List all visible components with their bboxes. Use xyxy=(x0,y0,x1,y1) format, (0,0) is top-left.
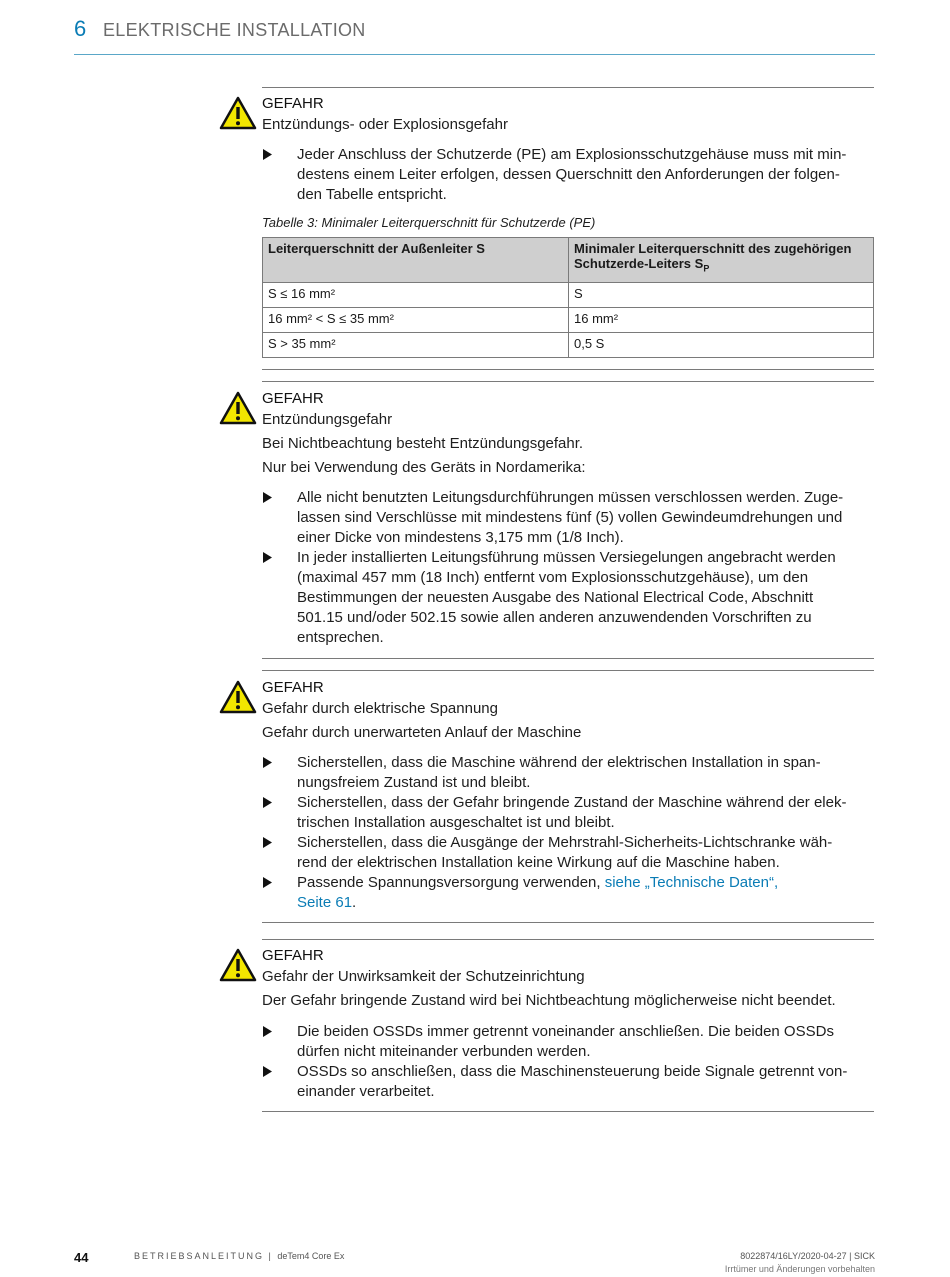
table-cell: 0,5 S xyxy=(569,333,874,358)
list-item: Jeder Anschluss der Schutzerde (PE) am Explosionsschutzgehäuse muss mit min- destens einem Leiter erfolgen, dessen Querschnitt den Anforderungen der folgen- den Tabelle entspricht. xyxy=(297,146,847,203)
table-row xyxy=(263,283,874,308)
warning-box-protection xyxy=(262,939,874,1112)
triangle-bullet-icon xyxy=(263,757,273,768)
warning-text: Nur bei Verwendung des Geräts in Nordamerika: xyxy=(262,459,586,476)
warning-subtitle: Entzündungs- oder Explosionsgefahr xyxy=(262,116,508,133)
list-item: Sicherstellen, dass die Ausgänge der Mehrstrahl-Sicherheits-Lichtschranke wäh- rend der elektrischen Installation keine Wirkung auf die Maschine haben. xyxy=(297,834,833,871)
warning-triangle-icon xyxy=(219,948,257,982)
warning-title: GEFAHR xyxy=(262,679,324,696)
triangle-bullet-icon xyxy=(263,552,273,563)
list-item: In jeder installierten Leitungsführung müssen Versiegelungen angebracht werden (maximal 457 mm (18 Inch) entfernt vom Explosionsschutzgehäuse), um den Bestimmungen der neuesten Ausgabe des National Electrical Code, Abschnitt 501.15 und/oder 502.15 sowie allen anderen anzuwendenden Vorschriften zu entsprechen. xyxy=(297,549,836,646)
table-cell: 16 mm² < S ≤ 35 mm² xyxy=(263,308,569,333)
footer-doc-info: BETRIEBSANLEITUNG | deTem4 Core Ex xyxy=(134,1251,345,1261)
table-header-cell: Leiterquerschnitt der Außenleiter S xyxy=(263,238,569,283)
warning-text: Bei Nichtbeachtung besteht Entzündungsgefahr. xyxy=(262,435,584,452)
product-name: deTem4 Core Ex xyxy=(277,1251,345,1261)
table-cell: S ≤ 16 mm² xyxy=(263,283,569,308)
triangle-bullet-icon xyxy=(263,1026,273,1037)
table-row xyxy=(263,308,874,333)
page-reference-link[interactable]: Seite 61 xyxy=(297,894,353,911)
page-header xyxy=(74,16,875,55)
warning-text: Der Gefahr bringende Zustand wird bei Nichtbeachtung möglicherweise nicht beendet. xyxy=(262,992,836,1009)
triangle-bullet-icon xyxy=(263,149,273,160)
list-item: Die beiden OSSDs immer getrennt voneinander anschließen. Die beiden OSSDs dürfen nicht miteinander verbunden werden. xyxy=(297,1023,834,1060)
table-caption: Tabelle 3: Minimaler Leiterquerschnitt für Schutzerde (PE) xyxy=(262,215,596,230)
warning-title: GEFAHR xyxy=(262,390,324,407)
warning-subtitle: Gefahr durch elektrische Spannung xyxy=(262,700,498,717)
chapter-number: 6 xyxy=(74,16,87,41)
list-item: OSSDs so anschließen, dass die Maschinensteuerung beide Signale getrennt von- einander verarbeitet. xyxy=(297,1063,848,1100)
triangle-bullet-icon xyxy=(263,1066,273,1077)
warning-triangle-icon xyxy=(219,680,257,714)
warning-title: GEFAHR xyxy=(262,95,324,112)
warning-subtitle: Gefahr der Unwirksamkeit der Schutzeinrichtung xyxy=(262,968,585,985)
list-item: Alle nicht benutzten Leitungsdurchführungen müssen verschlossen werden. Zuge- lassen sind Verschlüsse mit mindestens fünf (5) vollen Gewindeumdrehungen und einer Dicke von mindestens 3,175 mm (1/8 Inch). xyxy=(297,489,844,546)
triangle-bullet-icon xyxy=(263,837,273,848)
conductor-table xyxy=(262,237,874,358)
table-cell: S > 35 mm² xyxy=(263,333,569,358)
chapter-title: ELEKTRISCHE INSTALLATION xyxy=(103,20,366,40)
warning-triangle-icon xyxy=(219,391,257,425)
page-number: 44 xyxy=(74,1250,89,1265)
triangle-bullet-icon xyxy=(263,877,273,888)
warning-box-explosion xyxy=(262,87,874,370)
list-item: Sicherstellen, dass die Maschine während der elektrischen Installation in span- nungsfreiem Zustand ist und bleibt. xyxy=(297,754,821,791)
triangle-bullet-icon xyxy=(263,492,273,503)
table-header-row xyxy=(263,238,874,283)
warning-text: Gefahr durch unerwarteten Anlauf der Maschine xyxy=(262,724,582,741)
technical-data-link[interactable]: siehe „Technische Daten“, xyxy=(604,874,779,891)
table-cell: S xyxy=(569,283,874,308)
warning-title: GEFAHR xyxy=(262,947,324,964)
footer-disclaimer: Irrtümer und Änderungen vorbehalten xyxy=(724,1264,875,1274)
list-item: Sicherstellen, dass der Gefahr bringende Zustand der Maschine während der elek- trischen Installation ausgeschaltet ist und bleibt. xyxy=(297,794,847,831)
warning-box-voltage xyxy=(262,670,874,923)
table-row xyxy=(263,333,874,358)
warning-box-ignition xyxy=(262,381,874,659)
warning-subtitle: Entzündungsgefahr xyxy=(262,411,393,428)
table-cell: 16 mm² xyxy=(569,308,874,333)
triangle-bullet-icon xyxy=(263,797,273,808)
list-item: Passende Spannungsversorgung verwenden, siehe „Technische Daten“, Seite 61. xyxy=(297,874,779,911)
warning-triangle-icon xyxy=(219,96,257,130)
footer-doc-id: 8022874/16LY/2020-04-27 | SICK xyxy=(740,1251,875,1261)
table-header-cell: Minimaler Leiterquerschnitt des zugehörigen Schutzerde-Leiters $S_P$ xyxy=(569,238,874,283)
